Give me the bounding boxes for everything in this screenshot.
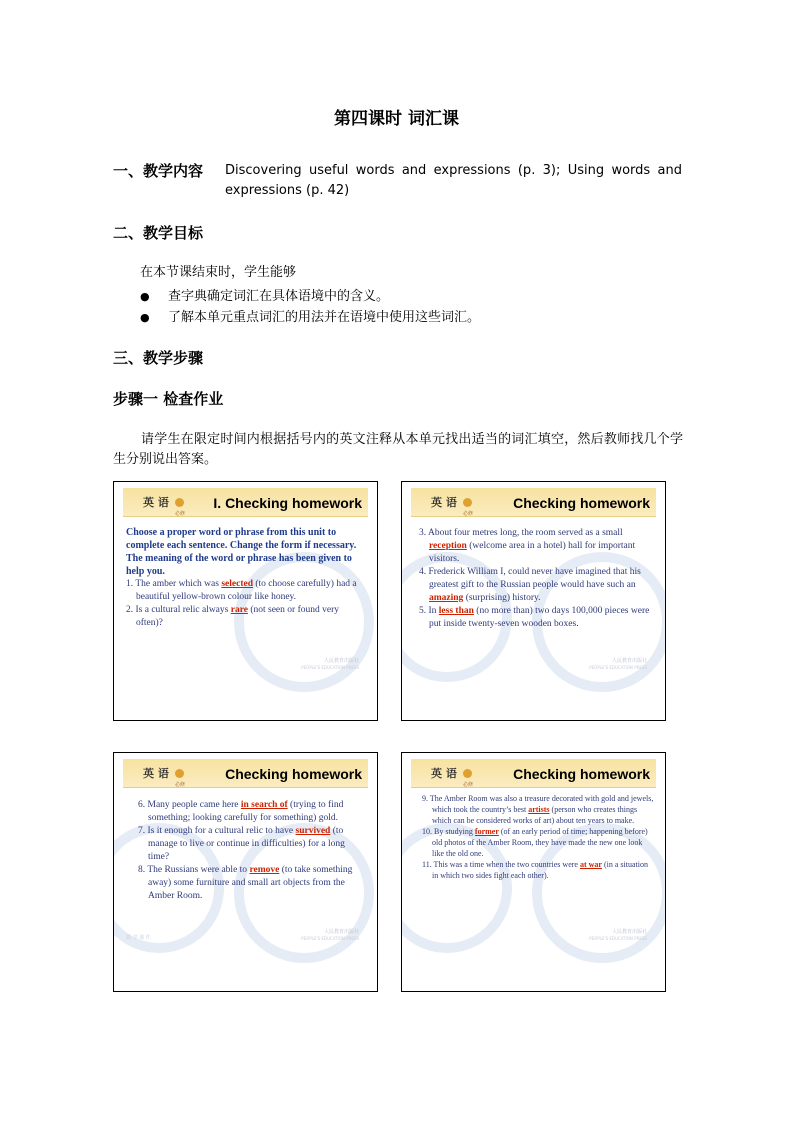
slide-header bbox=[123, 759, 368, 788]
exercise-item: 2. Is a cultural relic always rare (not seen or found very often)? bbox=[126, 605, 339, 628]
step-heading: 步骤一 检查作业 bbox=[113, 390, 224, 408]
answer: survived bbox=[295, 826, 331, 836]
step-paragraph: 请学生在限定时间内根据括号内的英文注释从本单元找出适当的词汇填空，然后教师找几个学生分别说出答案。 bbox=[113, 432, 683, 467]
badge-icon bbox=[463, 498, 472, 507]
slide-header bbox=[411, 488, 656, 517]
exercise-item: 11. This was a time when the two countries were at war (in a situation in which two sides fight each other). bbox=[422, 860, 648, 880]
slide-body bbox=[419, 527, 655, 631]
answer: selected bbox=[221, 579, 253, 589]
exercise-item: 9. The Amber Room was also a treasure decorated with gold and jewels, which took the country’s best artists (person who creates things which can be considered works of art) about ten years to make. bbox=[422, 794, 654, 825]
exercise-item: 4. Frederick William I, could never have imagined that his greatest gift to the Russian people would have such an amazing (surprising) history. bbox=[419, 567, 641, 603]
subject-label: 英 语 bbox=[431, 496, 457, 509]
badge-icon bbox=[463, 769, 472, 778]
badge-icon bbox=[175, 769, 184, 778]
answer: remove bbox=[249, 865, 280, 875]
badge-label: 必修 bbox=[463, 511, 474, 517]
bullet-icon: ● bbox=[140, 290, 150, 303]
answer: in search of bbox=[240, 800, 288, 810]
watermark-subtext: PEOPLE'S EDUCATION PRESS bbox=[589, 936, 647, 941]
footer-label: 教 学 课 件 bbox=[126, 935, 151, 941]
slide-header bbox=[123, 488, 368, 517]
slide-title: I. Checking homework bbox=[213, 495, 362, 511]
watermark-subtext: PEOPLE'S EDUCATION PRESS bbox=[589, 665, 647, 670]
badge-label: 必修 bbox=[463, 782, 474, 788]
watermark-text: 人民教育出版社 bbox=[611, 658, 647, 664]
exercise-item: 10. By studying former (of an early period of time; happening before) old photos of the Amber Room, they have made the new one look like the old one. bbox=[422, 827, 648, 858]
watermark-text: 人民教育出版社 bbox=[323, 929, 359, 935]
section-heading-steps: 三、教学步骤 bbox=[113, 349, 204, 367]
slide-body bbox=[422, 793, 654, 881]
badge-label: 必修 bbox=[175, 782, 186, 788]
answer: amazing bbox=[429, 593, 464, 603]
section-heading-content: 一、教学内容 bbox=[113, 162, 204, 180]
objectives-intro: 在本节课结束时，学生能够 bbox=[140, 265, 297, 280]
slide-title: Checking homework bbox=[513, 766, 650, 782]
subject-label: 英 语 bbox=[431, 767, 457, 780]
badge-label: 必修 bbox=[175, 511, 186, 517]
slide-instruction: Choose a proper word or phrase from this unit to complete each sentence. Change the form if necessary. The meaning of the word or phrase has been given to help you. bbox=[126, 527, 357, 577]
slide-3 bbox=[113, 752, 378, 992]
slide-1 bbox=[113, 481, 378, 721]
subject-label: 英 语 bbox=[143, 767, 169, 780]
slide-header bbox=[411, 759, 656, 788]
exercise-item: 3. About four metres long, the room served as a small reception (welcome area in a hotel) hall for important visitors. bbox=[419, 528, 636, 564]
objective-item: ● 查字典确定词汇在具体语境中的含义。 bbox=[140, 289, 390, 304]
answer: former bbox=[474, 827, 499, 836]
watermark-text: 人民教育出版社 bbox=[611, 929, 647, 935]
section-heading-objectives: 二、教学目标 bbox=[113, 224, 204, 242]
exercise-item: 7. Is it enough for a cultural relic to have survived (to manage to live or continue in difficulties) for a long time? bbox=[138, 826, 345, 862]
subject-label: 英 语 bbox=[143, 496, 169, 509]
answer: at war bbox=[579, 860, 602, 869]
watermark-text: 人民教育出版社 bbox=[323, 658, 359, 664]
answer: artists bbox=[528, 805, 550, 814]
answer: reception bbox=[429, 541, 467, 551]
exercise-item: 5. In less than (no more than) two days 100,000 pieces were put inside twenty-seven wooden boxes. bbox=[419, 606, 650, 629]
watermark-subtext: PEOPLE'S EDUCATION PRESS bbox=[301, 936, 359, 941]
page-title: 第四课时 词汇课 bbox=[334, 109, 459, 129]
watermark-subtext: PEOPLE'S EDUCATION PRESS bbox=[301, 665, 359, 670]
objective-item: ● 了解本单元重点词汇的用法并在语境中使用这些词汇。 bbox=[140, 310, 481, 325]
exercise-item: 8. The Russians were able to remove (to take something away) some furniture and small art objects from the Amber Room. bbox=[138, 865, 353, 901]
slide-title: Checking homework bbox=[225, 766, 362, 782]
bullet-icon: ● bbox=[140, 311, 150, 324]
exercise-item: 6. Many people came here in search of (trying to find something; looking carefully for something) gold. bbox=[138, 800, 344, 823]
answer: less than bbox=[438, 606, 474, 616]
badge-icon bbox=[175, 498, 184, 507]
slide-body bbox=[126, 526, 366, 630]
content-text: Discovering useful words and expressions (p. 3); Using words and expressions (p. 42) bbox=[225, 163, 682, 198]
slide-title: Checking homework bbox=[513, 495, 650, 511]
exercise-item: 1. The amber which was selected (to choose carefully) had a beautiful yellow-brown colour like honey. bbox=[126, 579, 357, 602]
slide-4 bbox=[401, 752, 666, 992]
answer: rare bbox=[230, 605, 248, 615]
slide-2 bbox=[401, 481, 666, 721]
slide-body bbox=[138, 799, 366, 903]
